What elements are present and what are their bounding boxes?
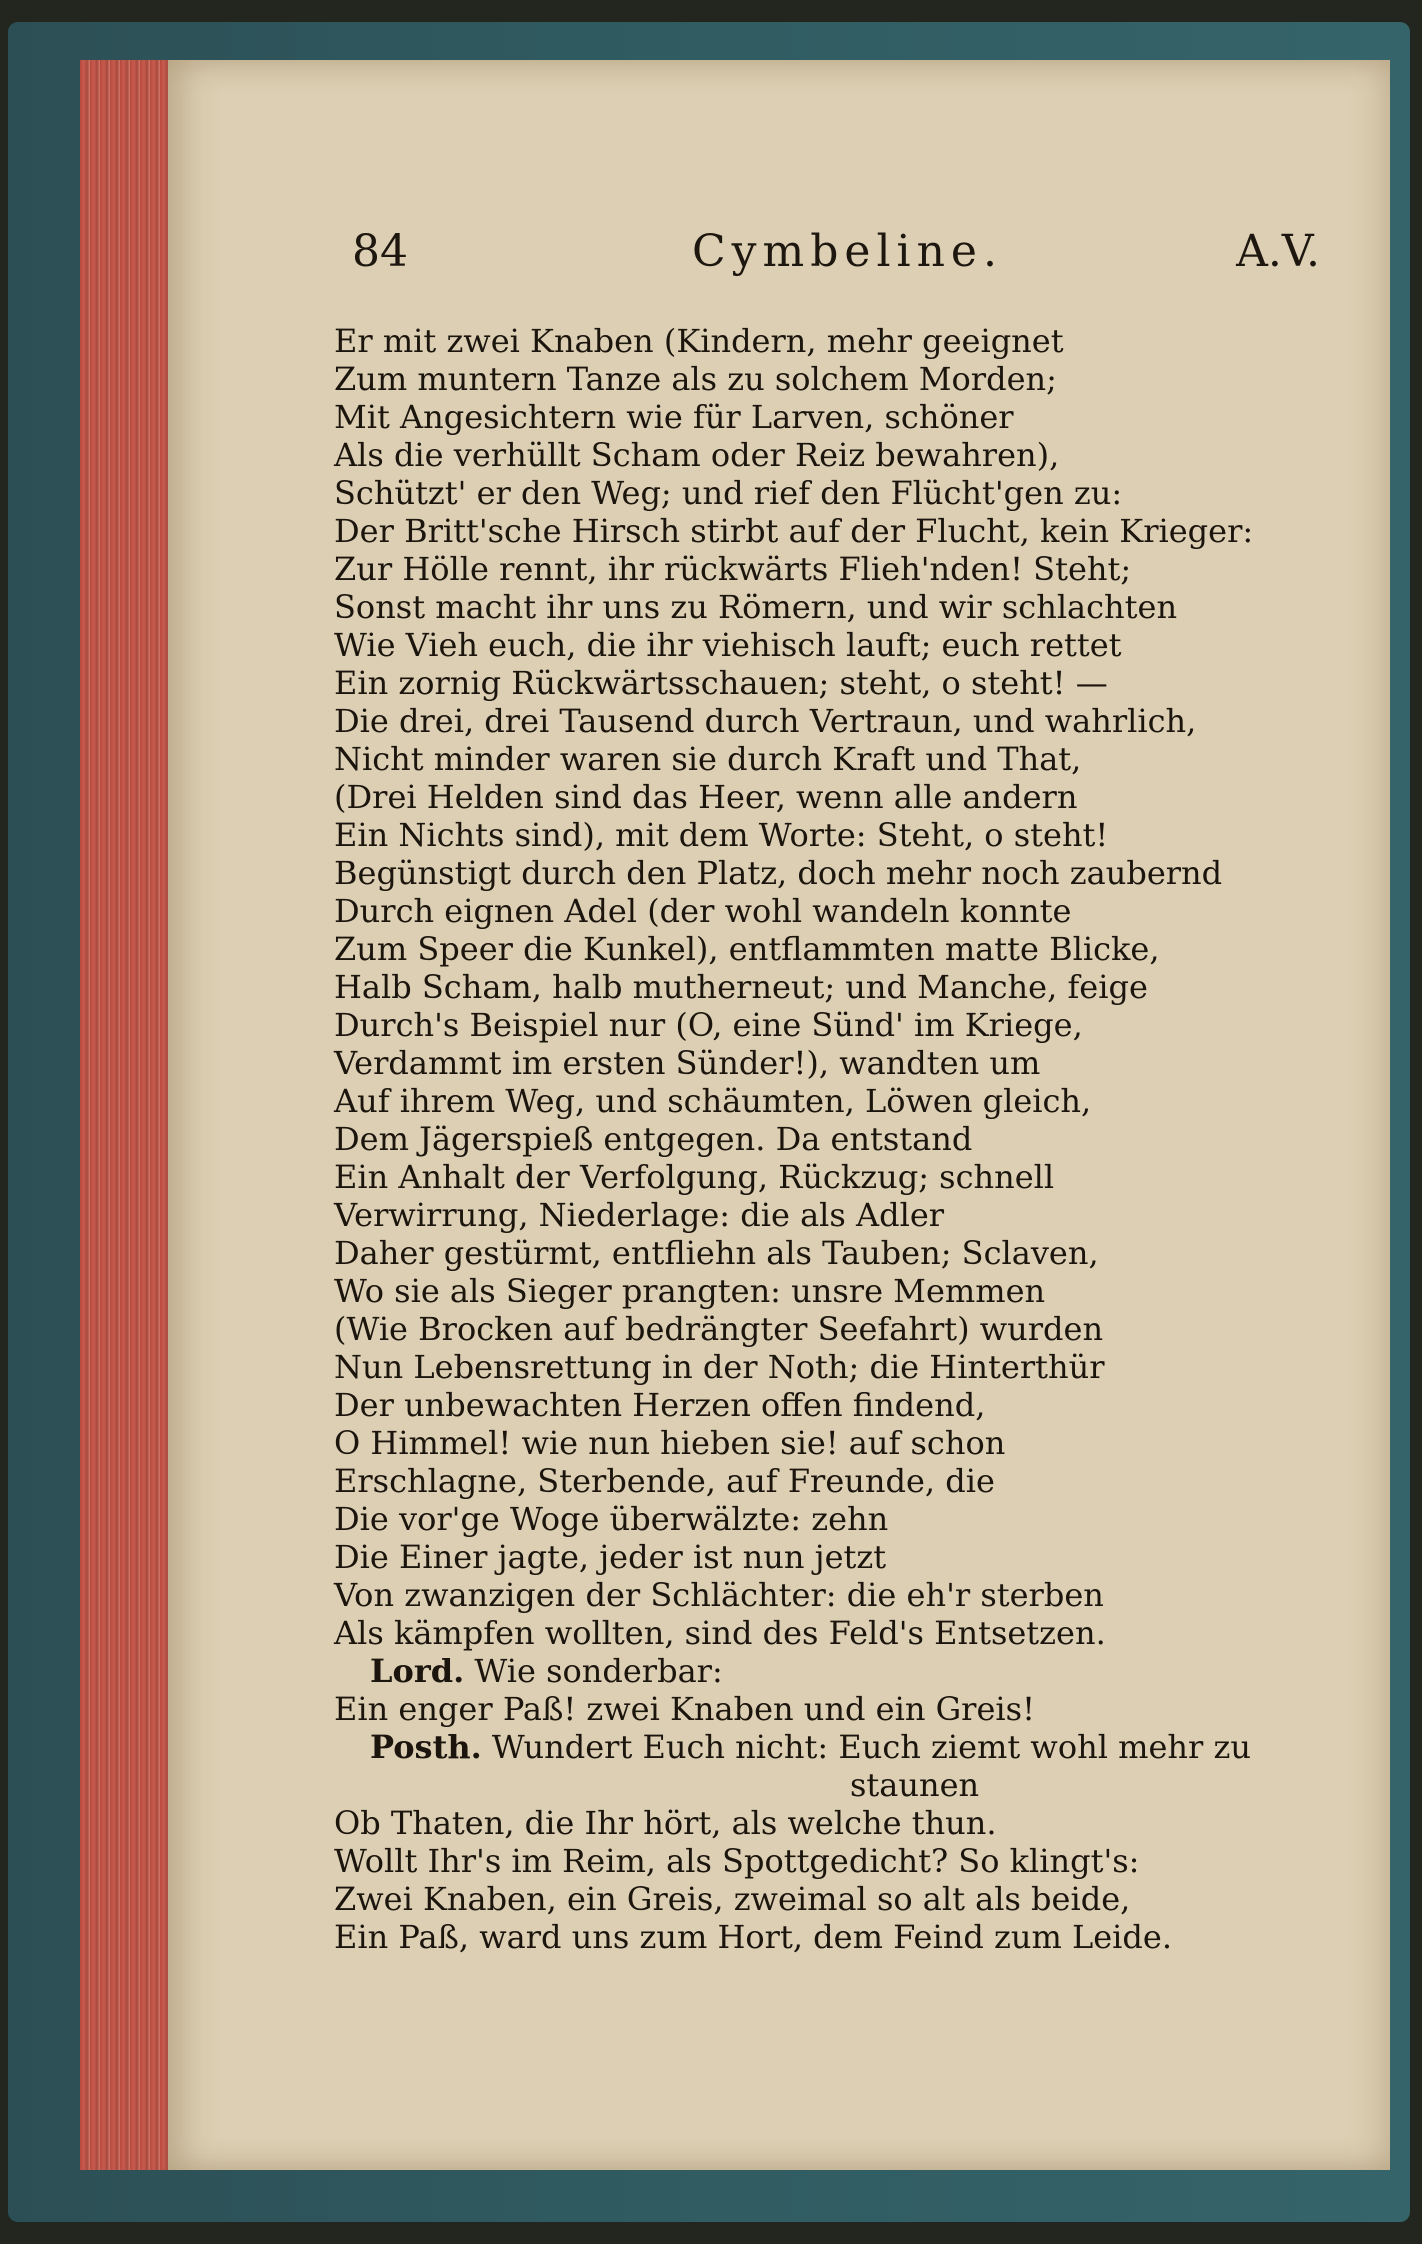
- verse-line: Er mit zwei Knaben (Kindern, mehr geeignet: [334, 322, 1064, 360]
- verse-line: Verdammt im ersten Sünder!), wandten um: [334, 1044, 1041, 1082]
- speaker-lord: Lord.: [370, 1652, 465, 1690]
- speech-posthumus: [334, 1728, 1334, 1766]
- verse-body: [334, 322, 1334, 1956]
- verse-line: Durch eignen Adel (der wohl wandeln konnte: [334, 892, 1072, 930]
- speech-line: Wie sonderbar:: [474, 1652, 723, 1690]
- page-number: 84: [352, 226, 408, 277]
- verse-line: Ein Nichts sind), mit dem Worte: Steht, o steht!: [334, 816, 1109, 854]
- speech-line: Ob Thaten, die Ihr hört, als welche thun.: [334, 1804, 997, 1842]
- verse-line: Ein Anhalt der Verfolgung, Rückzug; schnell: [334, 1158, 1055, 1196]
- verse-line: Verwirrung, Niederlage: die als Adler: [334, 1196, 945, 1234]
- verse-line: (Wie Brocken auf bedrängter Seefahrt) wurden: [334, 1310, 1104, 1348]
- verse-line: Halb Scham, halb mutherneut; und Manche, feige: [334, 968, 1148, 1006]
- verse-line: Daher gestürmt, entfliehn als Tauben; Sclaven,: [334, 1234, 1099, 1272]
- speech-line: Wollt Ihr's im Reim, als Spottgedicht? So klingt's:: [334, 1842, 1140, 1880]
- verse-line: (Drei Helden sind das Heer, wenn alle andern: [334, 778, 1078, 816]
- verse-line: O Himmel! wie nun hieben sie! auf schon: [334, 1424, 1006, 1462]
- speech-line: Ein Paß, ward uns zum Hort, dem Feind zum Leide.: [334, 1918, 1172, 1956]
- verse-line: Der Britt'sche Hirsch stirbt auf der Flucht, kein Krieger:: [334, 512, 1254, 550]
- verse-line: Die drei, drei Tausend durch Vertraun, und wahrlich,: [334, 702, 1197, 740]
- speaker-posthumus: Posth.: [370, 1728, 482, 1766]
- act-marker: A.V.: [1236, 226, 1320, 277]
- verse-line: Der unbewachten Herzen offen findend,: [334, 1386, 986, 1424]
- verse-line: Nun Lebensrettung in der Noth; die Hinterthür: [334, 1348, 1105, 1386]
- verse-line: Als kämpfen wollten, sind des Feld's Entsetzen.: [334, 1614, 1106, 1652]
- verse-line: Zum Speer die Kunkel), entflammten matte Blicke,: [334, 930, 1160, 968]
- verse-line: Zur Hölle rennt, ihr rückwärts Flieh'nden! Steht;: [334, 550, 1132, 588]
- speech-line: Ein enger Paß! zwei Knaben und ein Greis!: [334, 1690, 1035, 1728]
- verse-line: Nicht minder waren sie durch Kraft und That,: [334, 740, 1082, 778]
- running-title: Cymbeline.: [692, 226, 1003, 277]
- verse-line: Ein zornig Rückwärtsschauen; steht, o steht! —: [334, 664, 1108, 702]
- speech-line-continuation: staunen: [850, 1766, 980, 1804]
- verse-line: Dem Jägerspieß entgegen. Da entstand: [334, 1120, 973, 1158]
- verse-line: Die vor'ge Woge überwälzte: zehn: [334, 1500, 889, 1538]
- verse-line: Sonst macht ihr uns zu Römern, und wir schlachten: [334, 588, 1178, 626]
- verse-line: Die Einer jagte, jeder ist nun jetzt: [334, 1538, 887, 1576]
- page-header: [352, 226, 1320, 282]
- verse-line: Wie Vieh euch, die ihr viehisch lauft; euch rettet: [334, 626, 1122, 664]
- verse-line: Erschlagne, Sterbende, auf Freunde, die: [334, 1462, 995, 1500]
- verse-line: Als die verhüllt Scham oder Reiz bewahren),: [334, 436, 1060, 474]
- speech-line: Zwei Knaben, ein Greis, zweimal so alt als beide,: [334, 1880, 1131, 1918]
- verse-line: Mit Angesichtern wie für Larven, schöner: [334, 398, 1014, 436]
- verse-line: Schützt' er den Weg; und rief den Flücht'gen zu:: [334, 474, 1123, 512]
- page-edges: [80, 60, 174, 2170]
- speech-lord: [334, 1652, 1334, 1690]
- verse-line: Von zwanzigen der Schlächter: die eh'r sterben: [334, 1576, 1104, 1614]
- verse-line: Durch's Beispiel nur (O, eine Sünd' im Kriege,: [334, 1006, 1083, 1044]
- speech-line: Wundert Euch nicht: Euch ziemt wohl mehr zu: [491, 1728, 1251, 1766]
- verse-line: Begünstigt durch den Platz, doch mehr noch zaubernd: [334, 854, 1223, 892]
- verse-line: Zum muntern Tanze als zu solchem Morden;: [334, 360, 1057, 398]
- verse-line: Wo sie als Sieger prangten: unsre Memmen: [334, 1272, 1046, 1310]
- verse-line: Auf ihrem Weg, und schäumten, Löwen gleich,: [334, 1082, 1092, 1120]
